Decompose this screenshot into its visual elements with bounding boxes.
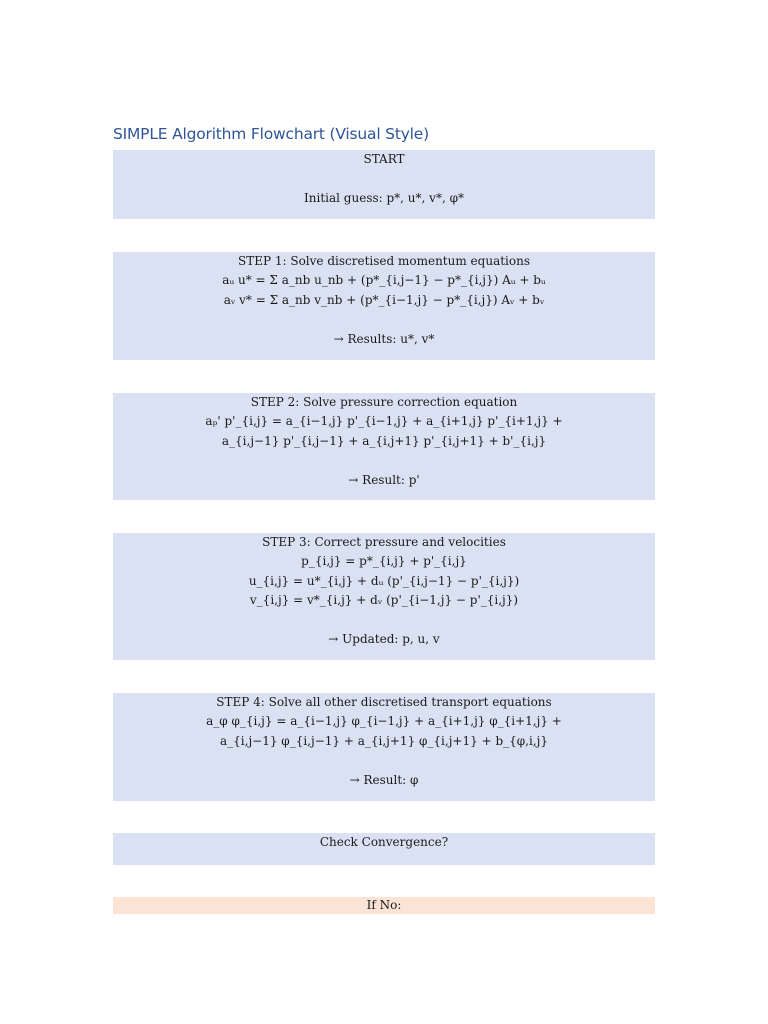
box-line: u_{i,j} = u*_{i,j} + dᵤ (p'_{i,j−1} − p'_{i,j}) <box>248 573 520 588</box>
box-line: aₚ' p'_{i,j} = a_{i−1,j} p'_{i−1,j} + a_{i+1,j} p'_{i+1,j} + <box>205 414 563 429</box>
box-line: p_{i,j} = p*_{i,j} + p'_{i,j} <box>301 554 467 569</box>
box-line: Initial guess: p*, u*, v*, φ* <box>304 190 464 205</box>
box-line: v_{i,j} = v*_{i,j} + dᵥ (p'_{i−1,j} − p'_{i,j}) <box>249 593 519 608</box>
box-line: → Result: φ <box>349 772 419 787</box>
page-title: SIMPLE Algorithm Flowchart (Visual Style) <box>113 125 429 143</box>
box-line <box>113 310 655 329</box>
box-line: → Updated: p, u, v <box>328 632 440 647</box>
step3-box <box>113 533 655 660</box>
box-line: If No: <box>366 898 402 912</box>
box-line: → Result: p' <box>348 472 420 487</box>
box-line <box>113 451 655 470</box>
box-line: a_{i,j−1} φ_{i,j−1} + a_{i,j+1} φ_{i,j+1} + b_{φ,i,j} <box>220 733 548 748</box>
box-line: aᵥ v* = Σ a_nb v_nb + (p*_{i−1,j} − p*_{i,j}) Aᵥ + bᵥ <box>223 292 545 307</box>
step1-box <box>113 252 655 360</box>
box-line <box>113 751 655 770</box>
box-line <box>113 611 655 630</box>
box-line: a_{i,j−1} p'_{i,j−1} + a_{i,j+1} p'_{i,j+1} + b'_{i,j} <box>221 433 547 448</box>
box-line: → Results: u*, v* <box>333 331 435 346</box>
box-line: START <box>363 152 405 166</box>
box-line: STEP 2: Solve pressure correction equation <box>250 395 518 409</box>
box-line: STEP 1: Solve discretised momentum equations <box>238 254 530 268</box>
step4-box <box>113 693 655 801</box>
box-line <box>113 169 655 188</box>
convergence-box <box>113 833 655 865</box>
step2-box <box>113 393 655 500</box>
start-box <box>113 150 655 219</box>
if-no-box <box>113 897 655 914</box>
box-line: Check Convergence? <box>319 835 449 849</box>
box-line: aᵤ u* = Σ a_nb u_nb + (p*_{i,j−1} − p*_{i,j}) Aᵤ + bᵤ <box>222 273 546 288</box>
box-line: a_φ φ_{i,j} = a_{i−1,j} φ_{i−1,j} + a_{i+1,j} φ_{i+1,j} + <box>206 714 562 729</box>
box-line: STEP 4: Solve all other discretised transport equations <box>216 695 552 709</box>
box-line: STEP 3: Correct pressure and velocities <box>262 535 506 549</box>
